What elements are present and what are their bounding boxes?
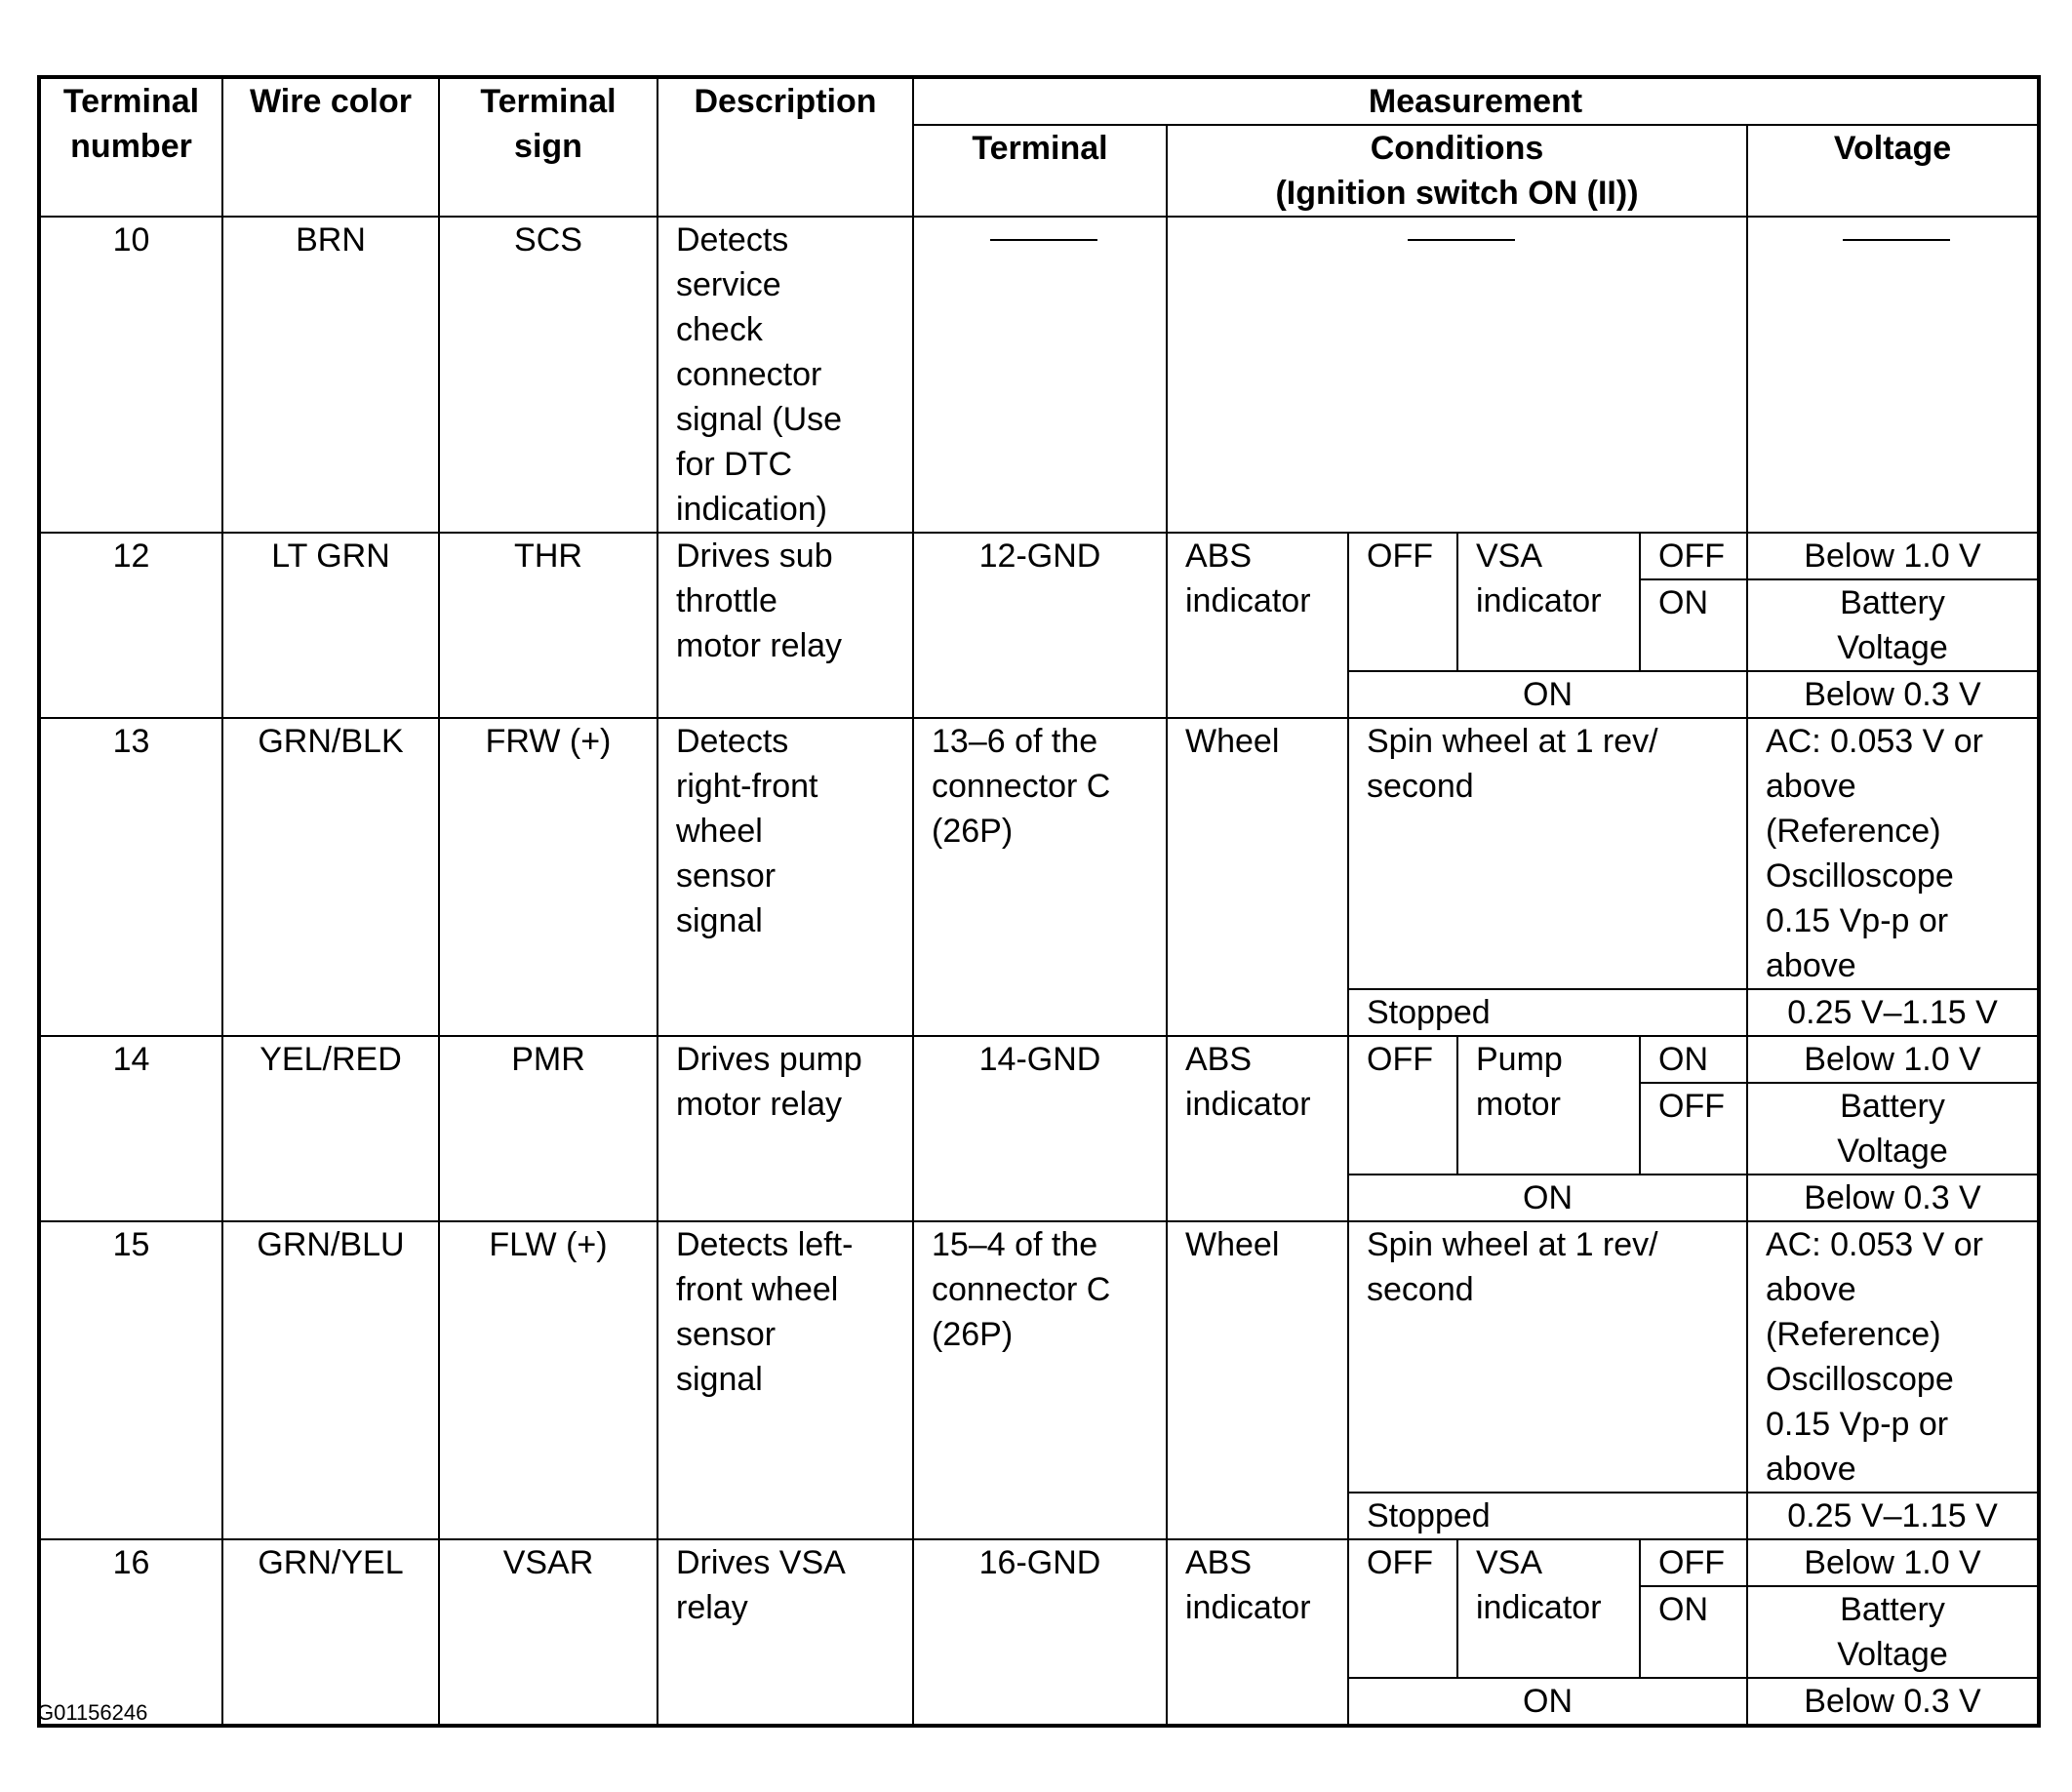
- description-cell: Detects right-front wheel sensor signal: [657, 718, 913, 1036]
- terminal-cell: 15–4 of the connector C (26P): [913, 1221, 1167, 1539]
- voltage-cell: Battery Voltage: [1747, 1586, 2039, 1678]
- voltage-cell: Below 0.3 V: [1747, 1175, 2039, 1221]
- voltage-cell: [1747, 217, 2039, 533]
- terminal-sign-cell: THR: [439, 533, 657, 718]
- sub-condition-label-cell: Pump motor: [1457, 1036, 1640, 1175]
- terminal-cell: 14-GND: [913, 1036, 1167, 1221]
- abs-state-cell: OFF: [1348, 1036, 1457, 1175]
- abs-state-cell: OFF: [1348, 1539, 1457, 1678]
- table-row: [39, 1036, 2039, 1083]
- table-row: [39, 533, 2039, 579]
- not-applicable-dash: [990, 239, 1097, 241]
- terminal-sign-cell: PMR: [439, 1036, 657, 1221]
- not-applicable-dash: [1408, 239, 1515, 241]
- voltage-cell: Below 1.0 V: [1747, 533, 2039, 579]
- condition-label-cell: ABS indicator: [1167, 1036, 1348, 1221]
- condition-cell: Stopped: [1348, 1493, 1747, 1539]
- terminal-number-cell: 15: [39, 1221, 222, 1539]
- header-terminal-sign: Terminal sign: [439, 77, 657, 217]
- sub-state-cell: ON: [1640, 1586, 1747, 1678]
- terminal-number-cell: 14: [39, 1036, 222, 1221]
- wire-color-cell: GRN/BLU: [222, 1221, 439, 1539]
- terminal-cell: 16-GND: [913, 1539, 1167, 1726]
- header-description: Description: [657, 77, 913, 217]
- wire-color-cell: GRN/YEL: [222, 1539, 439, 1726]
- table-row: [39, 1539, 2039, 1586]
- sub-state-cell: OFF: [1640, 1539, 1747, 1586]
- figure-id: G01156246: [37, 1700, 148, 1725]
- voltage-cell: 0.25 V–1.15 V: [1747, 1493, 2039, 1539]
- abs-state-cell: ON: [1348, 1175, 1747, 1221]
- conditions-cell: [1167, 217, 1747, 533]
- condition-cell: Spin wheel at 1 rev/ second: [1348, 1221, 1747, 1493]
- terminal-sign-cell: VSAR: [439, 1539, 657, 1726]
- wire-color-cell: BRN: [222, 217, 439, 533]
- description-cell: Detects left- front wheel sensor signal: [657, 1221, 913, 1539]
- header-conditions: Conditions (Ignition switch ON (II)): [1167, 125, 1747, 217]
- voltage-cell: Below 0.3 V: [1747, 671, 2039, 718]
- header-terminal: Terminal: [913, 125, 1167, 217]
- terminal-table: [37, 75, 2041, 1728]
- condition-label-cell: ABS indicator: [1167, 1539, 1348, 1726]
- header-terminal-number: Terminal number: [39, 77, 222, 217]
- abs-state-cell: ON: [1348, 1678, 1747, 1726]
- description-cell: Drives sub throttle motor relay: [657, 533, 913, 718]
- sub-state-cell: ON: [1640, 1036, 1747, 1083]
- header-wire-color: Wire color: [222, 77, 439, 217]
- wire-color-cell: GRN/BLK: [222, 718, 439, 1036]
- table-row: [39, 1221, 2039, 1493]
- sub-condition-label-cell: VSA indicator: [1457, 1539, 1640, 1678]
- voltage-cell: Below 0.3 V: [1747, 1678, 2039, 1726]
- sub-state-cell: ON: [1640, 579, 1747, 671]
- sub-state-cell: OFF: [1640, 533, 1747, 579]
- voltage-cell: Below 1.0 V: [1747, 1539, 2039, 1586]
- terminal-number-cell: 12: [39, 533, 222, 718]
- voltage-cell: 0.25 V–1.15 V: [1747, 989, 2039, 1036]
- voltage-cell: AC: 0.053 V or above (Reference) Oscilloscope 0.15 Vp-p or above: [1747, 1221, 2039, 1493]
- terminal-sign-cell: FRW (+): [439, 718, 657, 1036]
- voltage-cell: Battery Voltage: [1747, 1083, 2039, 1175]
- abs-state-cell: OFF: [1348, 533, 1457, 671]
- terminal-cell: 13–6 of the connector C (26P): [913, 718, 1167, 1036]
- description-cell: Drives pump motor relay: [657, 1036, 913, 1221]
- description-cell: Detects service check connector signal (Use for DTC indication): [657, 217, 913, 533]
- not-applicable-dash: [1843, 239, 1950, 241]
- terminal-cell: [913, 217, 1167, 533]
- terminal-number-cell: 10: [39, 217, 222, 533]
- condition-cell: Stopped: [1348, 989, 1747, 1036]
- abs-state-cell: ON: [1348, 671, 1747, 718]
- sub-condition-label-cell: VSA indicator: [1457, 533, 1640, 671]
- voltage-cell: AC: 0.053 V or above (Reference) Oscilloscope 0.15 Vp-p or above: [1747, 718, 2039, 989]
- header-voltage: Voltage: [1747, 125, 2039, 217]
- terminal-number-cell: 13: [39, 718, 222, 1036]
- header-measurement: Measurement: [913, 77, 2039, 125]
- terminal-sign-cell: SCS: [439, 217, 657, 533]
- terminal-cell: 12-GND: [913, 533, 1167, 718]
- voltage-cell: Below 1.0 V: [1747, 1036, 2039, 1083]
- terminal-sign-cell: FLW (+): [439, 1221, 657, 1539]
- condition-label-cell: ABS indicator: [1167, 533, 1348, 718]
- condition-label-cell: Wheel: [1167, 718, 1348, 1036]
- wire-color-cell: LT GRN: [222, 533, 439, 718]
- wire-color-cell: YEL/RED: [222, 1036, 439, 1221]
- description-cell: Drives VSA relay: [657, 1539, 913, 1726]
- voltage-cell: Battery Voltage: [1747, 579, 2039, 671]
- condition-label-cell: Wheel: [1167, 1221, 1348, 1539]
- terminal-number-cell: 16: [39, 1539, 222, 1726]
- sub-state-cell: OFF: [1640, 1083, 1747, 1175]
- condition-cell: Spin wheel at 1 rev/ second: [1348, 718, 1747, 989]
- table-row: [39, 718, 2039, 989]
- table-row: [39, 217, 2039, 533]
